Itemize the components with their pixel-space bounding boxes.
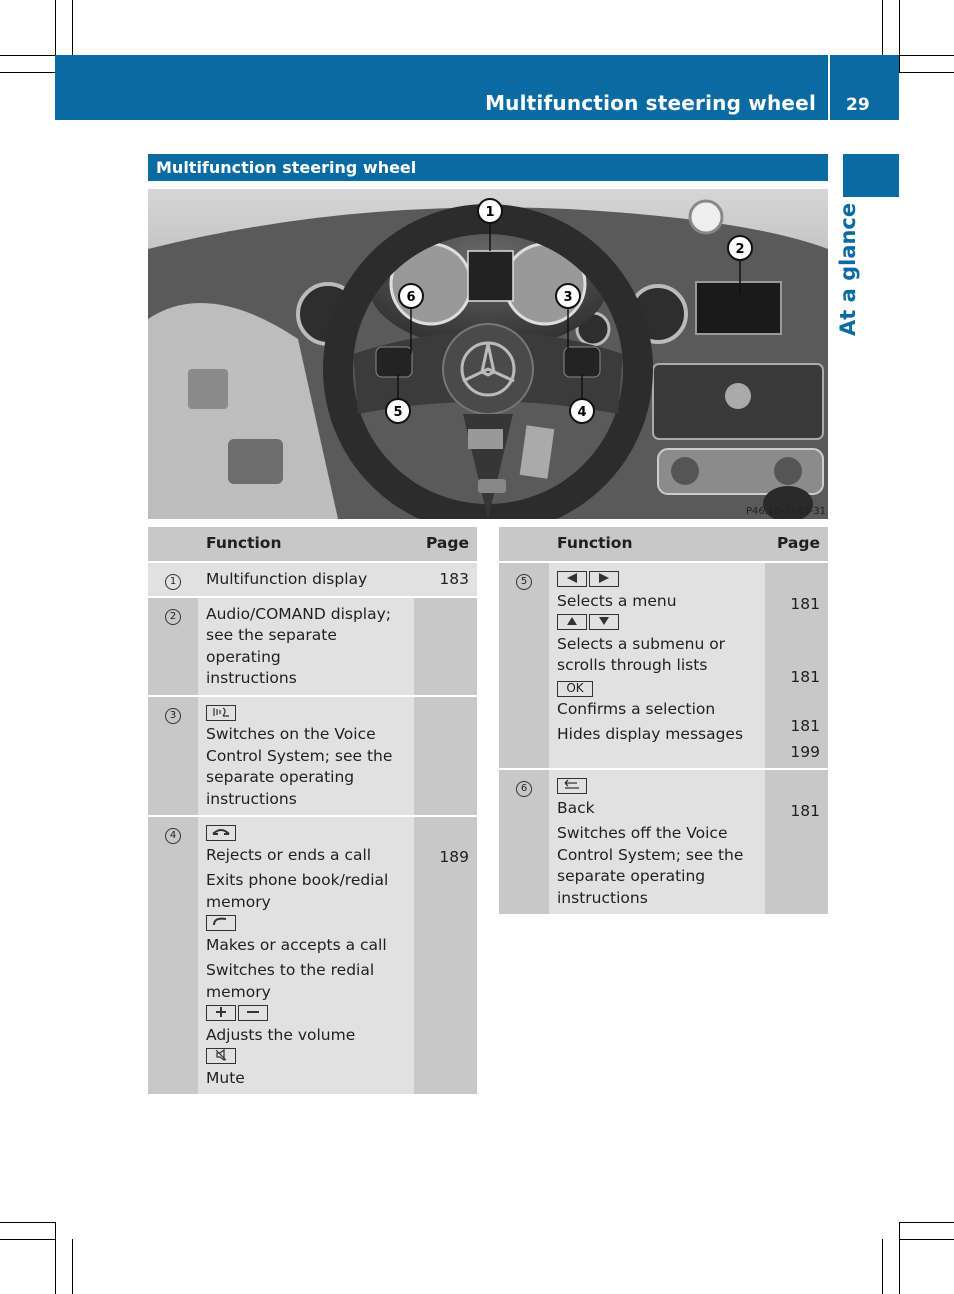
table-header-row bbox=[499, 527, 828, 562]
end-call-icon bbox=[206, 825, 236, 841]
page-ref: 181 bbox=[790, 667, 820, 686]
page-ref: 189 bbox=[439, 848, 469, 866]
function-text: Multifunction display bbox=[206, 570, 368, 588]
function-text: Hides display messages bbox=[557, 725, 744, 743]
crop-mark bbox=[0, 1222, 55, 1223]
crop-mark bbox=[0, 55, 55, 56]
voice-icon bbox=[206, 705, 236, 721]
crop-mark bbox=[899, 55, 954, 56]
item-number: 3 bbox=[165, 708, 181, 724]
table-row bbox=[499, 769, 828, 914]
function-text: memory bbox=[206, 892, 271, 911]
section-title: Multifunction steering wheel bbox=[148, 154, 828, 181]
crop-mark bbox=[882, 0, 883, 55]
header-num bbox=[499, 527, 549, 562]
down-arrow-icon bbox=[589, 614, 619, 630]
crop-mark bbox=[899, 1239, 954, 1240]
header-num bbox=[148, 527, 198, 562]
item-number: 6 bbox=[516, 781, 532, 797]
crop-mark bbox=[882, 1239, 883, 1294]
callout-4: 4 bbox=[577, 405, 587, 420]
function-text: Adjusts the volume bbox=[206, 1025, 356, 1044]
crop-mark bbox=[72, 1239, 73, 1294]
function-text: instructions bbox=[206, 789, 297, 808]
volume-minus-icon bbox=[238, 1005, 268, 1021]
function-text: Confirms a selection bbox=[557, 699, 716, 718]
callout-5: 5 bbox=[393, 405, 403, 420]
function-text: see the separate operating bbox=[206, 626, 337, 666]
header-function: Function bbox=[198, 527, 414, 562]
page-ref: 183 bbox=[414, 562, 477, 597]
table-row bbox=[148, 696, 477, 817]
function-text: Exits phone book/redial bbox=[206, 871, 389, 889]
mute-icon bbox=[206, 1048, 236, 1064]
item-number: 1 bbox=[165, 574, 181, 590]
chapter-tab bbox=[843, 154, 899, 197]
function-text: memory bbox=[206, 982, 271, 1001]
function-text: Rejects or ends a call bbox=[206, 845, 372, 864]
crop-mark bbox=[899, 0, 900, 72]
header-page: Page bbox=[765, 527, 828, 562]
header-function: Function bbox=[549, 527, 765, 562]
page-ref bbox=[414, 696, 477, 817]
steering-wheel-illustration bbox=[148, 189, 828, 519]
function-text: Control System; see the bbox=[206, 746, 393, 765]
page-number: 29 bbox=[846, 95, 870, 115]
item-number: 4 bbox=[165, 828, 181, 844]
page-ref: 181 bbox=[790, 802, 820, 820]
function-text: instructions bbox=[206, 669, 297, 687]
function-text: instructions bbox=[557, 888, 648, 907]
function-text: scrolls through lists bbox=[557, 656, 708, 674]
function-text: Selects a submenu or bbox=[557, 634, 726, 653]
callout-1: 1 bbox=[485, 205, 495, 220]
header-title: Multifunction steering wheel bbox=[485, 91, 816, 115]
right-function-table bbox=[499, 527, 828, 914]
item-number: 5 bbox=[516, 574, 532, 590]
page-number-box bbox=[830, 55, 899, 120]
figure-code: P46.10-3145-31 bbox=[745, 506, 826, 517]
crop-mark bbox=[899, 1222, 954, 1223]
page-ref bbox=[414, 597, 477, 696]
ok-key: OK bbox=[557, 681, 593, 697]
crop-mark bbox=[899, 1222, 900, 1294]
callout-3: 3 bbox=[563, 290, 573, 305]
page-header bbox=[55, 55, 828, 120]
function-text: Mute bbox=[206, 1068, 245, 1087]
crop-mark bbox=[0, 1239, 55, 1240]
page-ref: 199 bbox=[790, 742, 820, 761]
function-text: Switches on the Voice bbox=[206, 725, 376, 743]
up-arrow-icon bbox=[557, 614, 587, 630]
crop-mark bbox=[55, 0, 56, 55]
chapter-label: At a glance bbox=[836, 202, 860, 336]
function-text: Audio/COMAND display; bbox=[206, 604, 391, 623]
page-ref: 181 bbox=[790, 717, 820, 735]
table-row bbox=[148, 562, 477, 597]
table-header-row bbox=[148, 527, 477, 562]
accept-call-icon bbox=[206, 915, 236, 931]
crop-mark bbox=[72, 0, 73, 55]
crop-mark bbox=[0, 72, 55, 73]
function-text: Control System; see the bbox=[557, 845, 744, 864]
function-text: separate operating bbox=[557, 867, 706, 885]
header-page: Page bbox=[414, 527, 477, 562]
function-text: Switches off the Voice bbox=[557, 824, 728, 842]
steering-wheel-figure bbox=[148, 189, 828, 519]
back-icon bbox=[557, 778, 587, 794]
function-text: Switches to the redial bbox=[206, 961, 375, 979]
left-arrow-icon bbox=[557, 571, 587, 587]
right-arrow-icon bbox=[589, 571, 619, 587]
callout-6: 6 bbox=[406, 290, 416, 305]
table-row bbox=[148, 597, 477, 696]
table-row bbox=[148, 816, 477, 1094]
crop-mark bbox=[899, 72, 954, 73]
table-row bbox=[499, 562, 828, 769]
callout-2: 2 bbox=[735, 242, 745, 257]
item-number: 2 bbox=[165, 609, 181, 625]
function-text: Selects a menu bbox=[557, 591, 677, 610]
left-function-table bbox=[148, 527, 477, 1094]
function-text: separate operating bbox=[206, 768, 355, 786]
function-text: Makes or accepts a call bbox=[206, 935, 387, 954]
crop-mark bbox=[55, 1222, 56, 1294]
volume-plus-icon bbox=[206, 1005, 236, 1021]
function-text: Back bbox=[557, 798, 595, 817]
page-ref: 181 bbox=[790, 595, 820, 613]
